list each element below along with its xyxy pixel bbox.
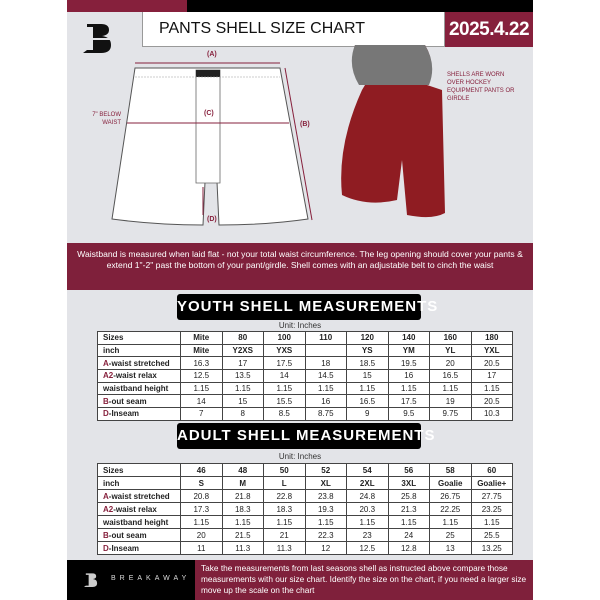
label-d: (D) — [207, 216, 217, 223]
adult-size-table — [97, 463, 513, 555]
row-label — [98, 503, 181, 516]
table-row — [98, 332, 513, 345]
row-label — [98, 344, 181, 357]
table-row — [98, 408, 513, 421]
table-cell: 8 — [222, 408, 264, 421]
table-cell: 11 — [181, 542, 223, 555]
table-cell: 16.5 — [347, 395, 389, 408]
row-label-prefix: B — [103, 396, 109, 406]
row-label — [98, 382, 181, 395]
table-cell: 22.25 — [430, 503, 472, 516]
adult-unit: Unit: Inches — [278, 452, 322, 461]
table-cell: 12.5 — [347, 542, 389, 555]
table-row — [98, 490, 513, 503]
table-row — [98, 382, 513, 395]
table-row — [98, 395, 513, 408]
table-cell: 80 — [222, 332, 264, 345]
table-cell: 11.3 — [222, 542, 264, 555]
label-a: (A) — [207, 51, 217, 58]
row-label-text: inch — [103, 346, 120, 356]
table-cell: 46 — [181, 464, 223, 477]
footer-instructions: Take the measurements from last seasons shell as instructed above compare those measurements with our size chart. Identify the size on the chart, if you need a larger size move up the scale on the chart — [195, 560, 533, 600]
table-cell: 1.15 — [430, 382, 472, 395]
table-cell: Mite — [181, 344, 223, 357]
table-cell: 20.8 — [181, 490, 223, 503]
row-label-text: -waist stretched — [108, 491, 170, 501]
table-row — [98, 357, 513, 370]
table-cell: 180 — [471, 332, 513, 345]
label-b: (B) — [300, 121, 310, 128]
table-row — [98, 542, 513, 555]
row-label — [98, 370, 181, 383]
table-cell: 100 — [264, 332, 306, 345]
row-label-text: inch — [103, 478, 120, 488]
table-cell: 18 — [305, 357, 347, 370]
row-label-text: -Inseam — [108, 409, 140, 419]
row-label — [98, 464, 181, 477]
row-label-text: -Inseam — [108, 543, 140, 553]
row-label — [98, 516, 181, 529]
table-cell: 23 — [347, 529, 389, 542]
table-cell: 16.5 — [430, 370, 472, 383]
table-cell: 20 — [430, 357, 472, 370]
table-cell: 18.5 — [347, 357, 389, 370]
size-chart-page — [67, 0, 533, 600]
table-cell: 23.25 — [471, 503, 513, 516]
table-cell: 110 — [305, 332, 347, 345]
table-cell: 20.3 — [347, 503, 389, 516]
table-cell: 17.3 — [181, 503, 223, 516]
table-cell: L — [264, 477, 306, 490]
table-cell: 20.5 — [471, 395, 513, 408]
row-label-text: -waist relax — [113, 504, 157, 514]
youth-section-title: YOUTH SHELL MEASUREMENTS — [177, 294, 421, 320]
table-cell: M — [222, 477, 264, 490]
table-cell: Y2XS — [222, 344, 264, 357]
table-cell: 3XL — [388, 477, 430, 490]
table-cell: 19.5 — [388, 357, 430, 370]
table-cell: 18.3 — [222, 503, 264, 516]
table-cell: 1.15 — [471, 382, 513, 395]
table-cell: 13 — [430, 542, 472, 555]
row-label — [98, 332, 181, 345]
table-cell: 1.15 — [181, 382, 223, 395]
row-label — [98, 529, 181, 542]
table-cell: 25.5 — [471, 529, 513, 542]
table-cell: 9 — [347, 408, 389, 421]
row-label-prefix: D — [103, 409, 109, 419]
table-cell: 23.8 — [305, 490, 347, 503]
row-label-prefix: B — [103, 530, 109, 540]
table-cell: 1.15 — [181, 516, 223, 529]
table-cell: 14 — [264, 370, 306, 383]
date-badge: 2025.4.22 — [445, 12, 533, 47]
table-cell: 12.8 — [388, 542, 430, 555]
table-cell: 1.15 — [347, 516, 389, 529]
row-label-prefix: A2 — [103, 371, 114, 381]
table-cell: 1.15 — [305, 382, 347, 395]
table-cell: 15 — [347, 370, 389, 383]
youth-unit: Unit: Inches — [278, 321, 322, 330]
table-cell: 60 — [471, 464, 513, 477]
top-bar — [67, 0, 533, 12]
table-cell: 52 — [305, 464, 347, 477]
table-cell: 19.3 — [305, 503, 347, 516]
table-cell: 1.15 — [264, 516, 306, 529]
table-cell: 1.15 — [305, 516, 347, 529]
row-label — [98, 395, 181, 408]
table-cell: 120 — [347, 332, 389, 345]
table-cell: 25 — [430, 529, 472, 542]
table-cell: 26.75 — [430, 490, 472, 503]
row-label-text: -out seam — [108, 530, 147, 540]
table-cell: 10.3 — [471, 408, 513, 421]
row-label-text: Sizes — [103, 465, 124, 475]
table-cell: 21.8 — [222, 490, 264, 503]
table-cell: 8.5 — [264, 408, 306, 421]
brand-name: BREAKAWAY — [111, 575, 191, 582]
table-cell: 1.15 — [471, 516, 513, 529]
table-cell: 8.75 — [305, 408, 347, 421]
adult-section-title: ADULT SHELL MEASUREMENTS — [177, 423, 421, 449]
table-cell: 1.15 — [388, 516, 430, 529]
table-cell — [305, 344, 347, 357]
table-cell: 24 — [388, 529, 430, 542]
row-label-text: waistband height — [103, 517, 169, 527]
table-row — [98, 344, 513, 357]
table-cell: S — [181, 477, 223, 490]
table-cell: 56 — [388, 464, 430, 477]
table-cell: 25.8 — [388, 490, 430, 503]
table-row — [98, 477, 513, 490]
table-cell: 27.75 — [471, 490, 513, 503]
table-row — [98, 516, 513, 529]
table-cell: 7 — [181, 408, 223, 421]
table-cell: 1.15 — [388, 382, 430, 395]
table-cell: 12.5 — [181, 370, 223, 383]
table-cell: 14 — [181, 395, 223, 408]
table-cell: 14.5 — [305, 370, 347, 383]
row-label-prefix: A — [103, 491, 109, 501]
page-title: PANTS SHELL SIZE CHART — [159, 20, 365, 37]
table-row — [98, 370, 513, 383]
table-cell: 12 — [305, 542, 347, 555]
row-label — [98, 408, 181, 421]
table-cell: 22.8 — [264, 490, 306, 503]
table-cell: 58 — [430, 464, 472, 477]
table-cell: 13.5 — [222, 370, 264, 383]
row-label — [98, 542, 181, 555]
table-cell: Goalie — [430, 477, 472, 490]
row-label — [98, 490, 181, 503]
table-cell: 16 — [388, 370, 430, 383]
youth-size-table — [97, 331, 513, 421]
table-cell: 17 — [222, 357, 264, 370]
pants-diagram — [67, 45, 533, 240]
row-label-text: -out seam — [108, 396, 147, 406]
table-cell: 19 — [430, 395, 472, 408]
table-cell: 16 — [305, 395, 347, 408]
table-cell: 15.5 — [264, 395, 306, 408]
table-cell: 21.5 — [222, 529, 264, 542]
table-cell: 17 — [471, 370, 513, 383]
table-cell: 11.3 — [264, 542, 306, 555]
table-cell: YM — [388, 344, 430, 357]
table-cell: 20.5 — [471, 357, 513, 370]
row-label-prefix: A2 — [103, 504, 114, 514]
table-cell: XL — [305, 477, 347, 490]
table-cell: 17.5 — [388, 395, 430, 408]
shell-usage-note: SHELLS ARE WORN OVER HOCKEY EQUIPMENT PANTS OR GIRDLE — [447, 72, 515, 102]
table-cell: 160 — [430, 332, 472, 345]
table-cell: 1.15 — [264, 382, 306, 395]
table-cell: 22.3 — [305, 529, 347, 542]
table-cell: YXS — [264, 344, 306, 357]
table-row — [98, 529, 513, 542]
footer — [67, 560, 533, 600]
table-cell: YXL — [471, 344, 513, 357]
table-cell: 21 — [264, 529, 306, 542]
row-label-prefix: D — [103, 543, 109, 553]
table-cell: 9.75 — [430, 408, 472, 421]
table-cell: 24.8 — [347, 490, 389, 503]
row-label — [98, 477, 181, 490]
table-cell: Mite — [181, 332, 223, 345]
table-cell: 21.3 — [388, 503, 430, 516]
table-cell: 54 — [347, 464, 389, 477]
row-label-text: waistband height — [103, 384, 169, 394]
table-cell: 1.15 — [222, 382, 264, 395]
table-cell: 18.3 — [264, 503, 306, 516]
table-cell: 2XL — [347, 477, 389, 490]
table-cell: 1.15 — [347, 382, 389, 395]
table-cell: 50 — [264, 464, 306, 477]
table-cell: 1.15 — [430, 516, 472, 529]
table-row — [98, 503, 513, 516]
table-cell: 1.15 — [222, 516, 264, 529]
table-row — [98, 464, 513, 477]
row-label — [98, 357, 181, 370]
row-label-text: -waist stretched — [108, 358, 170, 368]
table-cell: 16.3 — [181, 357, 223, 370]
table-cell: 20 — [181, 529, 223, 542]
footer-logo — [83, 569, 99, 591]
table-cell: YS — [347, 344, 389, 357]
table-cell: 15 — [222, 395, 264, 408]
table-cell: 17.5 — [264, 357, 306, 370]
row-label-text: Sizes — [103, 333, 124, 343]
table-cell: 9.5 — [388, 408, 430, 421]
table-cell: YL — [430, 344, 472, 357]
table-cell: 140 — [388, 332, 430, 345]
measurement-instructions: Waistband is measured when laid flat - not your total waist circumference. The leg opening should cover your pants & extend 1"-2" past the bottom of your pant/girdle. Shell comes with an adjustable belt to cinch the waist — [67, 243, 533, 290]
row-label-text: -waist relax — [113, 371, 157, 381]
label-c: (C) — [204, 110, 214, 117]
below-waist-note: 7" BELOW WAIST — [92, 112, 121, 126]
table-cell: 13.25 — [471, 542, 513, 555]
row-label-prefix: A — [103, 358, 109, 368]
table-cell: 48 — [222, 464, 264, 477]
table-cell: Goalie+ — [471, 477, 513, 490]
title-box — [142, 12, 445, 47]
